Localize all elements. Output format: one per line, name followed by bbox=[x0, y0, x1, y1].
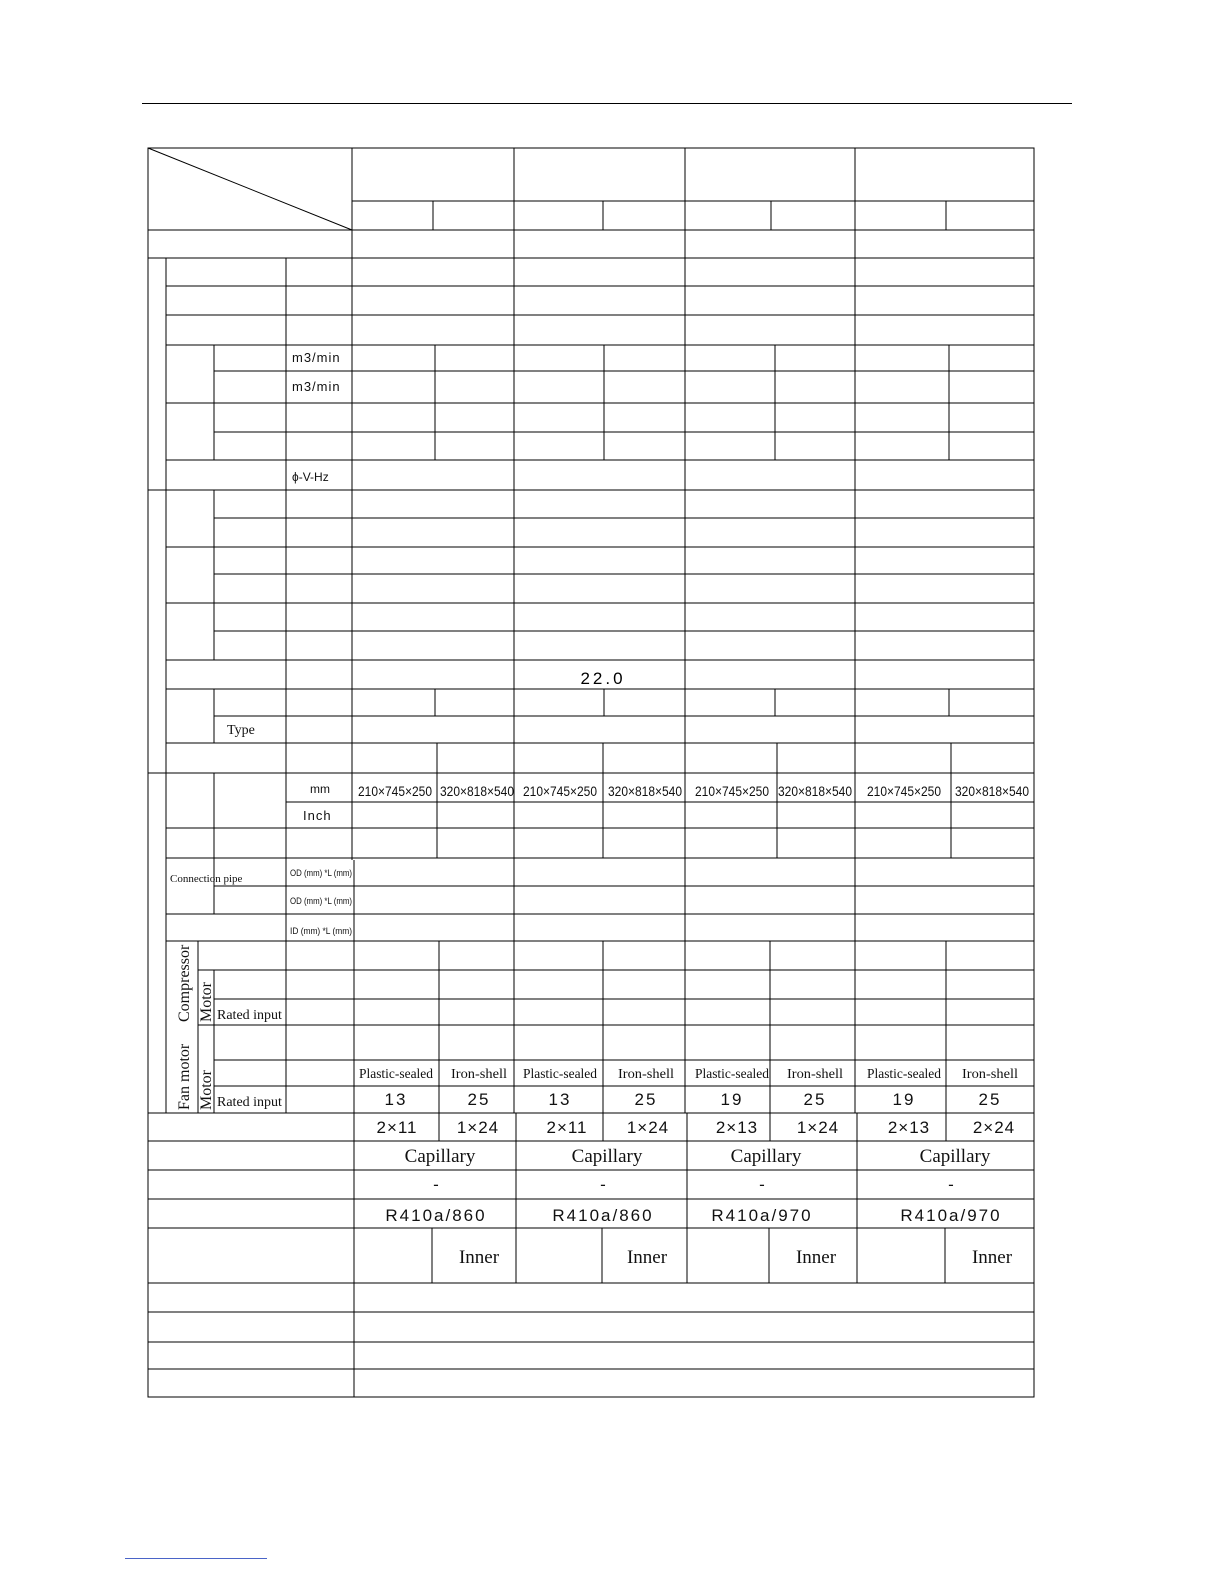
dash-cell: - bbox=[433, 1175, 439, 1194]
throttling-cell: Capillary bbox=[730, 1146, 802, 1167]
label-type: Type bbox=[227, 723, 255, 738]
motor-type-cell: Iron-shell bbox=[451, 1067, 508, 1082]
fan-config-cell: 2×13 bbox=[715, 1118, 759, 1137]
motor-type-cell: Plastic-sealed bbox=[695, 1067, 769, 1082]
inner-cell: Inner bbox=[458, 1247, 500, 1268]
motor-type-cell: Iron-shell bbox=[787, 1067, 844, 1082]
fan-config-cell: 1×24 bbox=[456, 1118, 500, 1137]
throttling-cell: Capillary bbox=[919, 1146, 991, 1167]
unit-airflow-1: m3/min bbox=[292, 350, 341, 365]
dash-cell: - bbox=[600, 1175, 606, 1194]
dimension-mm-cell: 210×745×250 bbox=[695, 783, 770, 799]
unit-dim-inch: Inch bbox=[303, 808, 332, 823]
footer-link-rule bbox=[125, 1558, 267, 1559]
throttling-cell: Capillary bbox=[404, 1146, 476, 1167]
fan-config-cell: 2×11 bbox=[546, 1118, 588, 1137]
motor-type-cell: Iron-shell bbox=[962, 1067, 1019, 1082]
label-motor-1: Motor bbox=[198, 982, 215, 1022]
label-motor-2: Motor bbox=[198, 1070, 215, 1110]
dimension-mm-cell: 210×745×250 bbox=[867, 783, 942, 799]
unit-power: ϕ-V-Hz bbox=[292, 470, 329, 484]
motor-type-cell: Iron-shell bbox=[618, 1067, 675, 1082]
rated-input-cell: 25 bbox=[634, 1090, 658, 1109]
throttling-cell: Capillary bbox=[571, 1146, 643, 1167]
label-rated-input-1: Rated input bbox=[217, 1008, 282, 1023]
dimension-mm-cell: 320×818×540 bbox=[440, 783, 515, 799]
dimension-mm-cell: 320×818×540 bbox=[778, 783, 853, 799]
inner-cell: Inner bbox=[795, 1247, 837, 1268]
inner-cell: Inner bbox=[626, 1247, 668, 1268]
dash-cell: - bbox=[948, 1175, 954, 1194]
unit-pipe-3: ID (mm) *L (mm) bbox=[290, 926, 352, 936]
rated-input-cell: 13 bbox=[384, 1090, 408, 1109]
dash-cell: - bbox=[759, 1175, 765, 1194]
unit-dim-mm: mm bbox=[310, 782, 330, 796]
fan-config-cell: 2×13 bbox=[887, 1118, 931, 1137]
rated-input-cell: 25 bbox=[467, 1090, 491, 1109]
center-value: 22.0 bbox=[580, 669, 626, 688]
fan-config-cell: 1×24 bbox=[626, 1118, 670, 1137]
motor-type-cell: Plastic-sealed bbox=[359, 1067, 433, 1082]
fan-config-cell: 1×24 bbox=[796, 1118, 840, 1137]
label-compressor: Compressor bbox=[176, 944, 193, 1022]
dimension-mm-cell: 320×818×540 bbox=[955, 783, 1030, 799]
rated-input-cell: 25 bbox=[978, 1090, 1002, 1109]
rated-input-cell: 19 bbox=[720, 1090, 744, 1109]
unit-airflow-2: m3/min bbox=[292, 379, 341, 394]
motor-type-cell: Plastic-sealed bbox=[867, 1067, 941, 1082]
fan-config-cell: 2×11 bbox=[376, 1118, 418, 1137]
rated-input-cell: 13 bbox=[548, 1090, 572, 1109]
inner-cell: Inner bbox=[971, 1247, 1013, 1268]
label-connection-pipe bbox=[170, 873, 243, 885]
motor-type-cell: Plastic-sealed bbox=[523, 1067, 597, 1082]
label-rated-input-2: Rated input bbox=[217, 1095, 282, 1110]
dimension-mm-cell: 210×745×250 bbox=[358, 783, 433, 799]
label-connection-pipe-text: Connection pipe bbox=[170, 873, 243, 885]
refrigerant-cell: R410a/970 bbox=[711, 1206, 813, 1225]
unit-pipe-2: OD (mm) *L (mm) bbox=[290, 896, 352, 906]
fan-config-cell: 2×24 bbox=[972, 1118, 1016, 1137]
label-fan-motor: Fan motor bbox=[176, 1043, 193, 1110]
unit-pipe-1: OD (mm) *L (mm) bbox=[290, 868, 352, 878]
dimension-mm-cell: 210×745×250 bbox=[523, 783, 598, 799]
rated-input-cell: 19 bbox=[892, 1090, 916, 1109]
refrigerant-cell: R410a/860 bbox=[552, 1206, 654, 1225]
refrigerant-cell: R410a/970 bbox=[900, 1206, 1002, 1225]
refrigerant-cell: R410a/860 bbox=[385, 1206, 487, 1225]
rated-input-cell: 25 bbox=[803, 1090, 827, 1109]
dimension-mm-cell: 320×818×540 bbox=[608, 783, 683, 799]
